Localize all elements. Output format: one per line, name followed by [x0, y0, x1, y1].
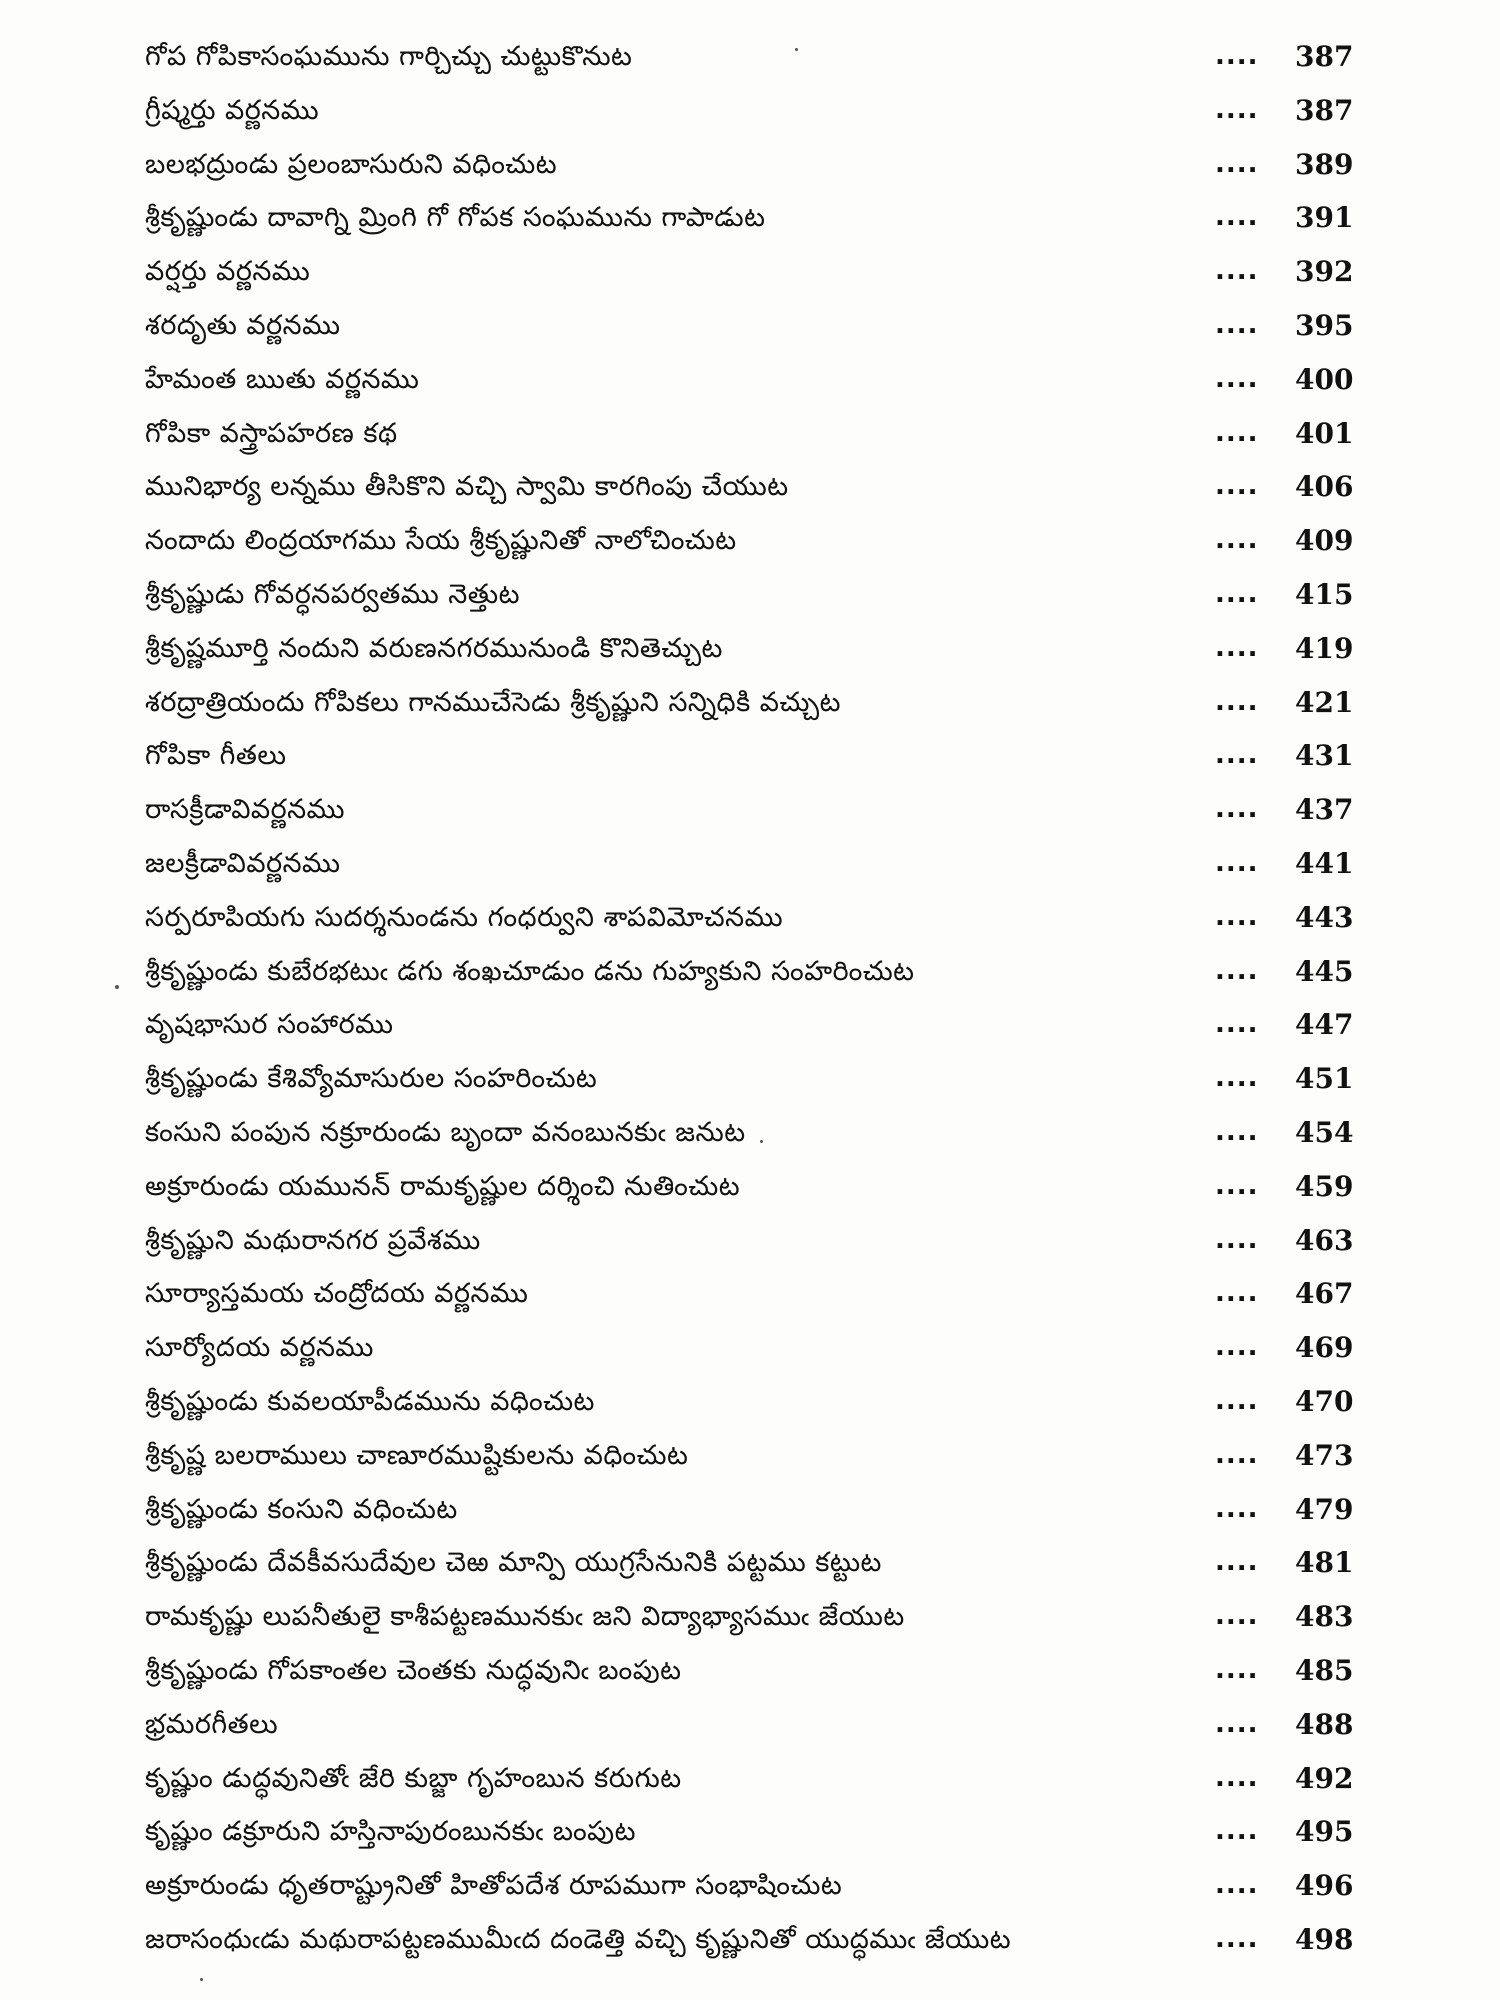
ink-speck: [115, 985, 119, 989]
toc-entry-page: 441: [1295, 846, 1354, 880]
toc-entry-title: మునిభార్య లన్నము తీసికొని వచ్చి స్వామి కారగింపు చేయుట: [145, 471, 789, 503]
toc-entry: [145, 1429, 1395, 1483]
toc-entry-title: భ్రమరగీతలు: [145, 1708, 279, 1740]
toc-entry-page: 431: [1295, 739, 1354, 773]
toc-entry-leader: ....: [1215, 471, 1259, 502]
toc-entry-title: శ్రీకృష్ణ బలరాములు చాణూరముష్టికులను వధించుట: [145, 1439, 689, 1471]
toc-entry-page: 400: [1295, 362, 1354, 396]
toc-entry-title: వృషభాసుర సంహారము: [145, 1009, 394, 1041]
toc-entry-leader: ....: [1215, 1923, 1259, 1954]
toc-entry-leader: ....: [1215, 1439, 1259, 1470]
toc-entry-title: శ్రీకృష్ణుండు దేవకీవసుదేవుల చెఱ మాన్పి యుగ్రసేనునికి పట్టము కట్టుట: [145, 1547, 882, 1579]
toc-entry-leader: ....: [1215, 41, 1259, 71]
toc-entry-page: 463: [1295, 1223, 1354, 1257]
ink-speck: [200, 1978, 203, 1981]
toc-entry-leader: ....: [1215, 1385, 1259, 1416]
toc-entry-page: 395: [1295, 308, 1354, 342]
toc-entry-title: సర్పరూపియగు సుదర్శనుండను గంధర్వుని శాపవిమోచనము: [145, 901, 784, 933]
toc-entry-title: గ్రీష్మర్తు వర్ణనము: [145, 94, 320, 126]
toc-entry-title: రామకృష్ణు లుపనీతులై కాశీపట్టణమునకుఁ జని విద్యాభ్యాసముఁ జేయుట: [145, 1601, 905, 1633]
toc-entry-page: 409: [1295, 524, 1354, 558]
toc-entry-page: 445: [1295, 954, 1354, 988]
toc-entry: [145, 622, 1395, 676]
toc-entry: [145, 837, 1395, 891]
toc-entry-leader: ....: [1215, 1170, 1259, 1201]
ink-speck: [795, 48, 798, 51]
toc-entry: [145, 1805, 1395, 1859]
toc-entry-title: హేమంత ఋతు వర్ణనము: [145, 363, 420, 395]
toc-entry-leader: ....: [1215, 417, 1259, 448]
toc-entry-title: శ్రీకృష్ణుండు కేశివ్యోమాసురుల సంహరించుట: [145, 1063, 598, 1095]
toc-entry-page: 387: [1295, 93, 1354, 127]
toc-entry-page: 470: [1295, 1384, 1354, 1418]
toc-entry-leader: ....: [1215, 1654, 1259, 1685]
toc-entry-title: జరాసంధుఁడు మథురాపట్టణముమీఁద దండెత్తి వచ్చి కృష్ణునితో యుద్ధముఁ జేయుట: [145, 1923, 1012, 1955]
toc-entry-page: 437: [1295, 793, 1354, 827]
toc-entry: [145, 1483, 1395, 1537]
toc-entry-title: శ్రీకృష్ణుండు కంసుని వధించుట: [145, 1493, 458, 1525]
toc-entry-title: శ్రీకృష్ణుండు గోపకాంతల చెంతకు నుద్ధవునిఁ బంపుట: [145, 1654, 682, 1686]
toc-entry-leader: ....: [1215, 1601, 1259, 1632]
toc-entry: [145, 84, 1395, 138]
toc-entry-leader: ....: [1215, 1116, 1259, 1147]
toc-entry-page: 421: [1295, 685, 1354, 719]
toc-entry-title: శరద్రాత్రియందు గోపికలు గానముచేసెడు శ్రీకృష్ణుని సన్నిధికి వచ్చుట: [145, 686, 841, 718]
toc-entry: [145, 1267, 1395, 1321]
toc-entry-leader: ....: [1215, 309, 1259, 340]
toc-entry-title: రాసక్రీడావివర్ణనము: [145, 794, 345, 826]
toc-entry: [145, 1698, 1395, 1752]
toc-entry: [145, 891, 1395, 945]
toc-entry: [145, 783, 1395, 837]
toc-entry-leader: ....: [1215, 1332, 1259, 1363]
toc-entry-page: 459: [1295, 1169, 1354, 1203]
toc-entry-title: సూర్యాస్తమయ చంద్రోదయ వర్ణనము: [145, 1278, 529, 1310]
toc-entry-title: శ్రీకృష్ణుండు కుబేరభటుఁ డగు శంఖచూడుం డను గుహ్యకుని సంహరించుట: [145, 955, 915, 987]
toc-entry-leader: ....: [1215, 202, 1259, 233]
toc-entry-page: 443: [1295, 900, 1354, 934]
toc-entry-title: కంసుని పంపున నక్రూరుండు బృందా వనంబునకుఁ జనుట: [145, 1116, 746, 1148]
toc-entry-title: శ్రీకృష్ణుని మథురానగర ప్రవేశము: [145, 1224, 481, 1256]
toc-entry-leader: ....: [1215, 1547, 1259, 1578]
toc-entry-title: వర్షర్తు వర్ణనము: [145, 256, 311, 288]
toc-entry: [145, 1859, 1395, 1913]
toc-entry: [145, 1913, 1395, 1967]
toc-entry-page: 469: [1295, 1331, 1354, 1365]
toc-entry-leader: ....: [1215, 1493, 1259, 1524]
toc-entry-page: 389: [1295, 147, 1354, 181]
toc-entry-title: కృష్ణుం డక్రూరుని హస్తినాపురంబునకుఁ బంపుట: [145, 1816, 636, 1848]
toc-entry-page: 483: [1295, 1600, 1354, 1634]
toc-entry-page: 467: [1295, 1277, 1354, 1311]
toc-entry-title: గోప గోపికాసంఘమును గార్చిచ్చు చుట్టుకొనుట: [145, 41, 633, 72]
toc-entry-leader: ....: [1215, 847, 1259, 878]
toc-entry-leader: ....: [1215, 1224, 1259, 1255]
toc-entry-leader: ....: [1215, 578, 1259, 609]
toc-entry-page: 498: [1295, 1922, 1354, 1956]
toc-entry-page: 447: [1295, 1008, 1354, 1042]
toc-entry-page: 481: [1295, 1546, 1354, 1580]
toc-entry-title: బలభద్రుండు ప్రలంబాసురుని వధించుట: [145, 148, 558, 180]
toc-entry-title: జలక్రీడావివర్ణనము: [145, 847, 341, 879]
toc-entry-title: అక్రూరుండు ధృతరాష్ట్రునితో హితోపదేశ రూపముగా సంభాషించుట: [145, 1870, 843, 1902]
toc-entry: [145, 729, 1395, 783]
toc-entry: [145, 676, 1395, 730]
toc-entry: [145, 1160, 1395, 1214]
toc-entry-page: 419: [1295, 631, 1354, 665]
toc-entry-leader: ....: [1215, 94, 1259, 125]
toc-entry-page: 479: [1295, 1492, 1354, 1526]
toc-entry: [145, 998, 1395, 1052]
toc-entry: [145, 1214, 1395, 1268]
toc-entry-leader: ....: [1215, 1816, 1259, 1847]
toc-entry-leader: ....: [1215, 1278, 1259, 1309]
toc-entry: [145, 945, 1395, 999]
toc-entry-title: కృష్ణుం డుద్ధవునితోఁ జేరి కుబ్జా గృహంబున కరుగుట: [145, 1762, 682, 1794]
toc-entry-page: 451: [1295, 1062, 1354, 1096]
toc-entry-title: గోపికా వస్త్రాపహరణ కథ: [145, 417, 398, 449]
toc-entry-leader: ....: [1215, 1762, 1259, 1793]
toc-entry-leader: ....: [1215, 632, 1259, 663]
toc-entry-title: శ్రీకృష్ణుండు దావాగ్ని మ్రింగి గో గోపక సంఘమును గాపాడుట: [145, 202, 766, 234]
toc-entry-page: 387: [1295, 40, 1354, 73]
toc-entry: [145, 1375, 1395, 1429]
toc-entry-leader: ....: [1215, 256, 1259, 287]
toc-entry: [145, 353, 1395, 407]
ink-speck: [760, 1140, 763, 1143]
toc-entry-page: 401: [1295, 416, 1354, 450]
toc-entry-title: అక్రూరుండు యమునన్ రామకృష్ణుల దర్శించి నుతించుట: [145, 1170, 741, 1202]
toc-entry-title: గోపికా గీతలు: [145, 740, 287, 772]
toc-entry-page: 473: [1295, 1438, 1354, 1472]
toc-entry: [145, 1590, 1395, 1644]
toc-entry-page: 495: [1295, 1815, 1354, 1849]
toc-entry: [145, 407, 1395, 461]
toc-entry: [145, 1052, 1395, 1106]
toc-entry: [145, 1752, 1395, 1806]
toc-entry: [145, 1536, 1395, 1590]
toc-entry-leader: ....: [1215, 1870, 1259, 1901]
toc-entry-page: 454: [1295, 1115, 1354, 1149]
toc-entry-leader: ....: [1215, 148, 1259, 179]
toc-entry: [145, 191, 1395, 245]
toc-entry-page: 492: [1295, 1761, 1354, 1795]
toc-entry: [145, 245, 1395, 299]
toc-entry-title: శరదృతు వర్ణనము: [145, 309, 341, 341]
toc-entry: [145, 138, 1395, 192]
toc-entry-leader: ....: [1215, 1708, 1259, 1739]
toc-entry: [145, 514, 1395, 568]
toc-entry: [145, 1644, 1395, 1698]
toc-entry-title: సూర్యోదయ వర్ణనము: [145, 1332, 374, 1364]
toc-entry: [145, 460, 1395, 514]
toc-entry-leader: ....: [1215, 1063, 1259, 1094]
toc-entry-leader: ....: [1215, 686, 1259, 717]
toc-entry: [145, 1321, 1395, 1375]
toc-entry-leader: ....: [1215, 363, 1259, 394]
toc-entry-page: 391: [1295, 201, 1354, 235]
toc-entry-leader: ....: [1215, 955, 1259, 986]
toc-entry-leader: ....: [1215, 740, 1259, 771]
toc-entry: [145, 1106, 1395, 1160]
toc-entry-title: శ్రీకృష్ణుడు గోవర్ధనపర్వతము నెత్తుట: [145, 578, 520, 610]
toc-entry-leader: ....: [1215, 525, 1259, 556]
toc-entry-leader: ....: [1215, 794, 1259, 825]
toc-entry-page: 485: [1295, 1653, 1354, 1687]
toc-entry-page: 415: [1295, 577, 1354, 611]
toc-entry-title: శ్రీకృష్ణమూర్తి నందుని వరుణనగరమునుండి కొనితెచ్చుట: [145, 632, 723, 664]
toc-entry-leader: ....: [1215, 901, 1259, 932]
toc-entry: [145, 568, 1395, 622]
toc-entry-page: 406: [1295, 470, 1354, 504]
toc-entry-leader: ....: [1215, 1009, 1259, 1040]
toc-entry-page: 496: [1295, 1869, 1354, 1903]
toc-entry: [145, 299, 1395, 353]
table-of-contents: [145, 30, 1395, 1967]
toc-entry-page: 488: [1295, 1707, 1354, 1741]
toc-entry-title: శ్రీకృష్ణుండు కువలయాపీడమును వధించుట: [145, 1385, 595, 1417]
toc-entry: [145, 30, 1395, 84]
toc-entry-page: 392: [1295, 255, 1354, 289]
toc-entry-title: నందాదు లింద్రయాగము సేయ శ్రీకృష్ణునితో నాలోచించుట: [145, 525, 737, 557]
